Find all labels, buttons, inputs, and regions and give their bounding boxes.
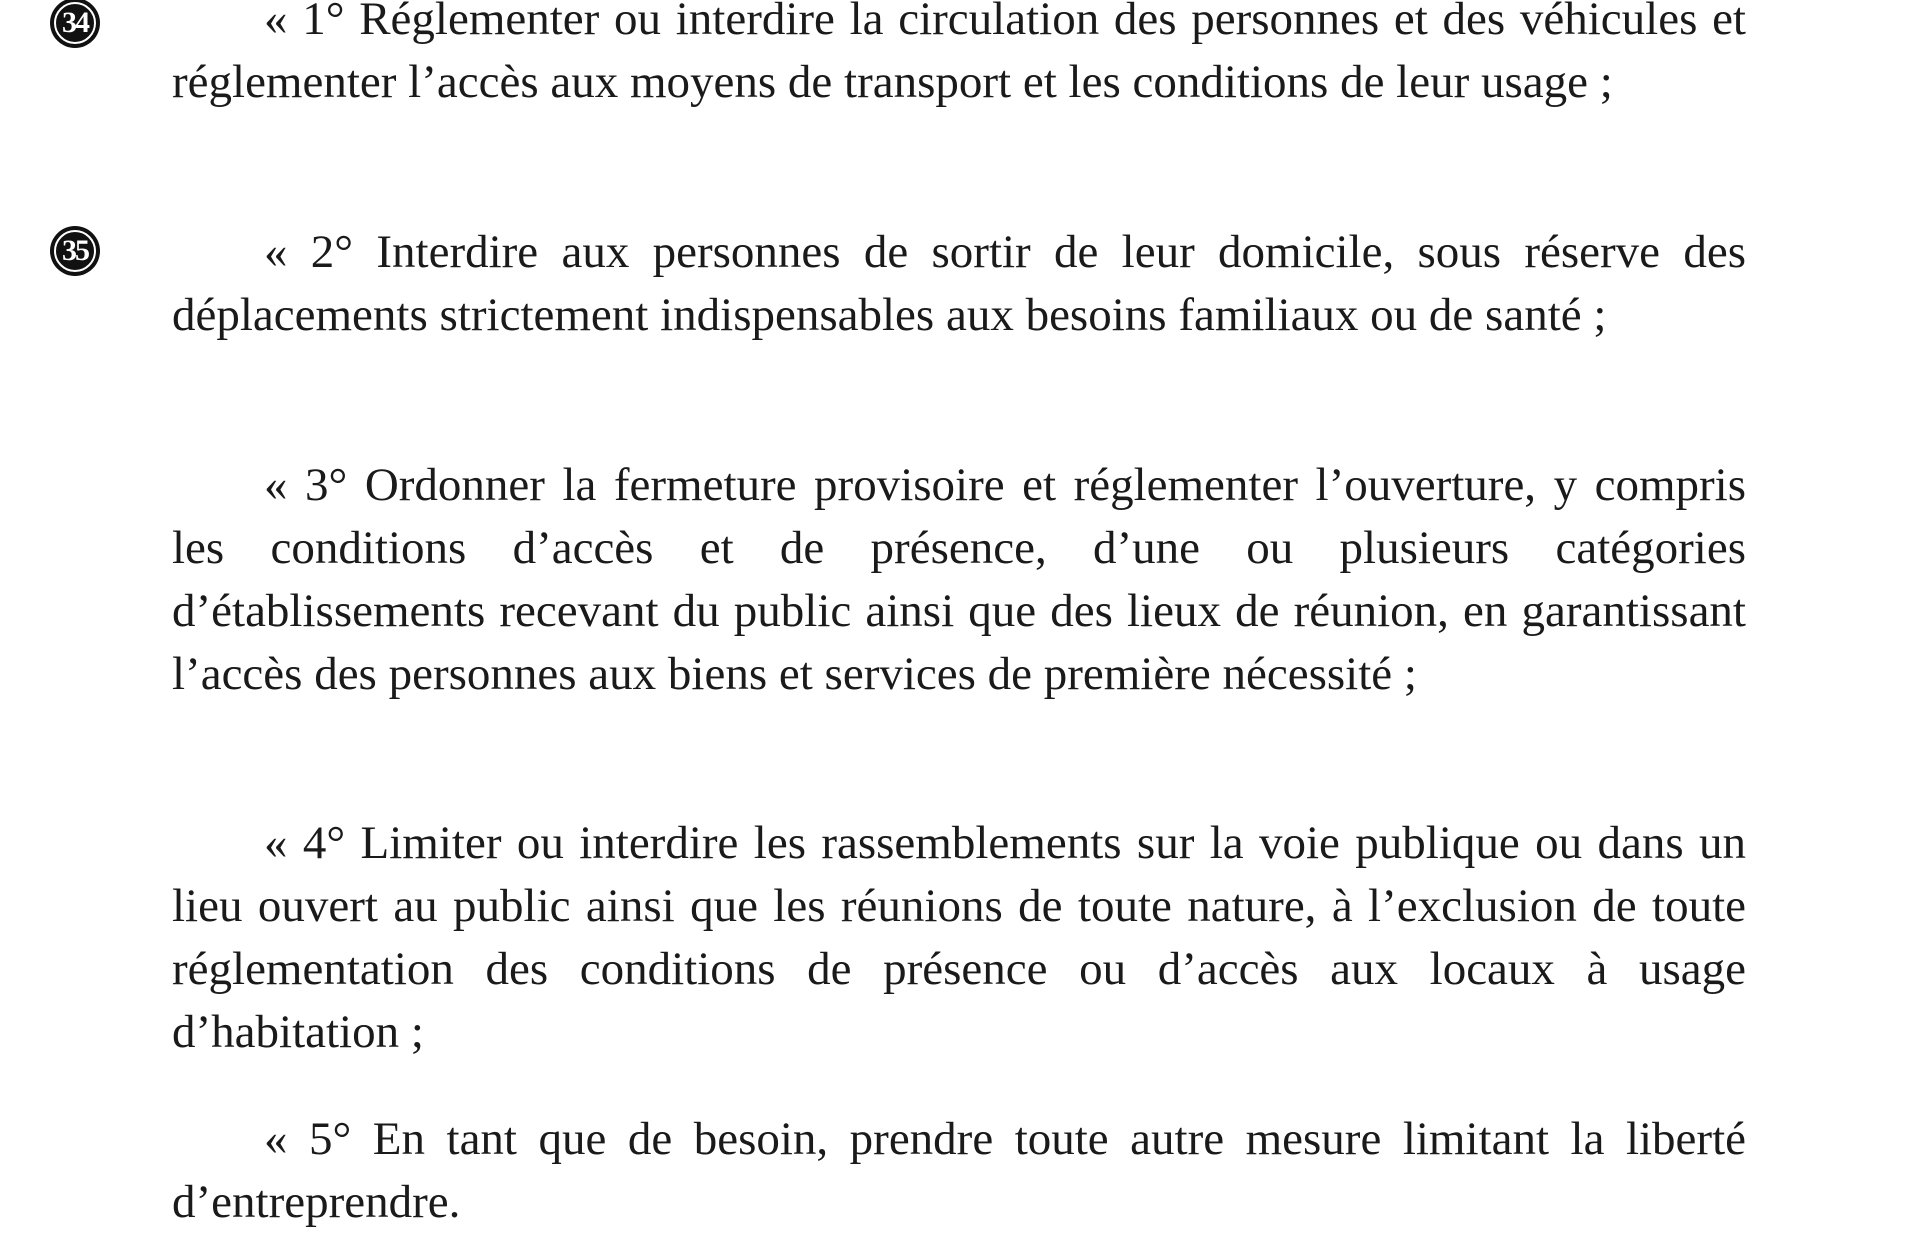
paragraph-number-badge (50, 0, 100, 48)
paragraph-item-2: « 2° Interdire aux personnes de sortir de leur domicile, sous réserve des déplacements strictement indispensables aux besoins familiaux ou de santé ; (172, 226, 1746, 341)
paragraph-number-label: 35 (62, 234, 88, 267)
paragraph-item-1: « 1° Réglementer ou interdire la circulation des personnes et des véhicules et réglementer l’accès aux moyens de transport et les conditions de leur usage ; (172, 0, 1746, 108)
paragraph-item-3: « 3° Ordonner la fermeture provisoire et réglementer l’ouverture, y compris les conditions d’accès et de présence, d’une ou plusieurs catégories d’établissements recevant du public ainsi que des lieux de réunion, en garantissant l’accès des personnes aux biens et services de première nécessité ; (172, 459, 1746, 700)
paragraph-number-label: 34 (62, 6, 88, 39)
paragraph-item-5: « 5° En tant que de besoin, prendre toute autre mesure limitant la liberté d’entreprendre. (172, 1113, 1746, 1228)
paragraph-item-4: « 4° Limiter ou interdire les rassemblements sur la voie publique ou dans un lieu ouvert au public ainsi que les réunions de toute nature, à l’exclusion de toute réglementation des conditions de présence ou d’accès aux locaux à usage d’habitation ; (172, 817, 1746, 1058)
paragraph-number-badge (50, 226, 100, 276)
